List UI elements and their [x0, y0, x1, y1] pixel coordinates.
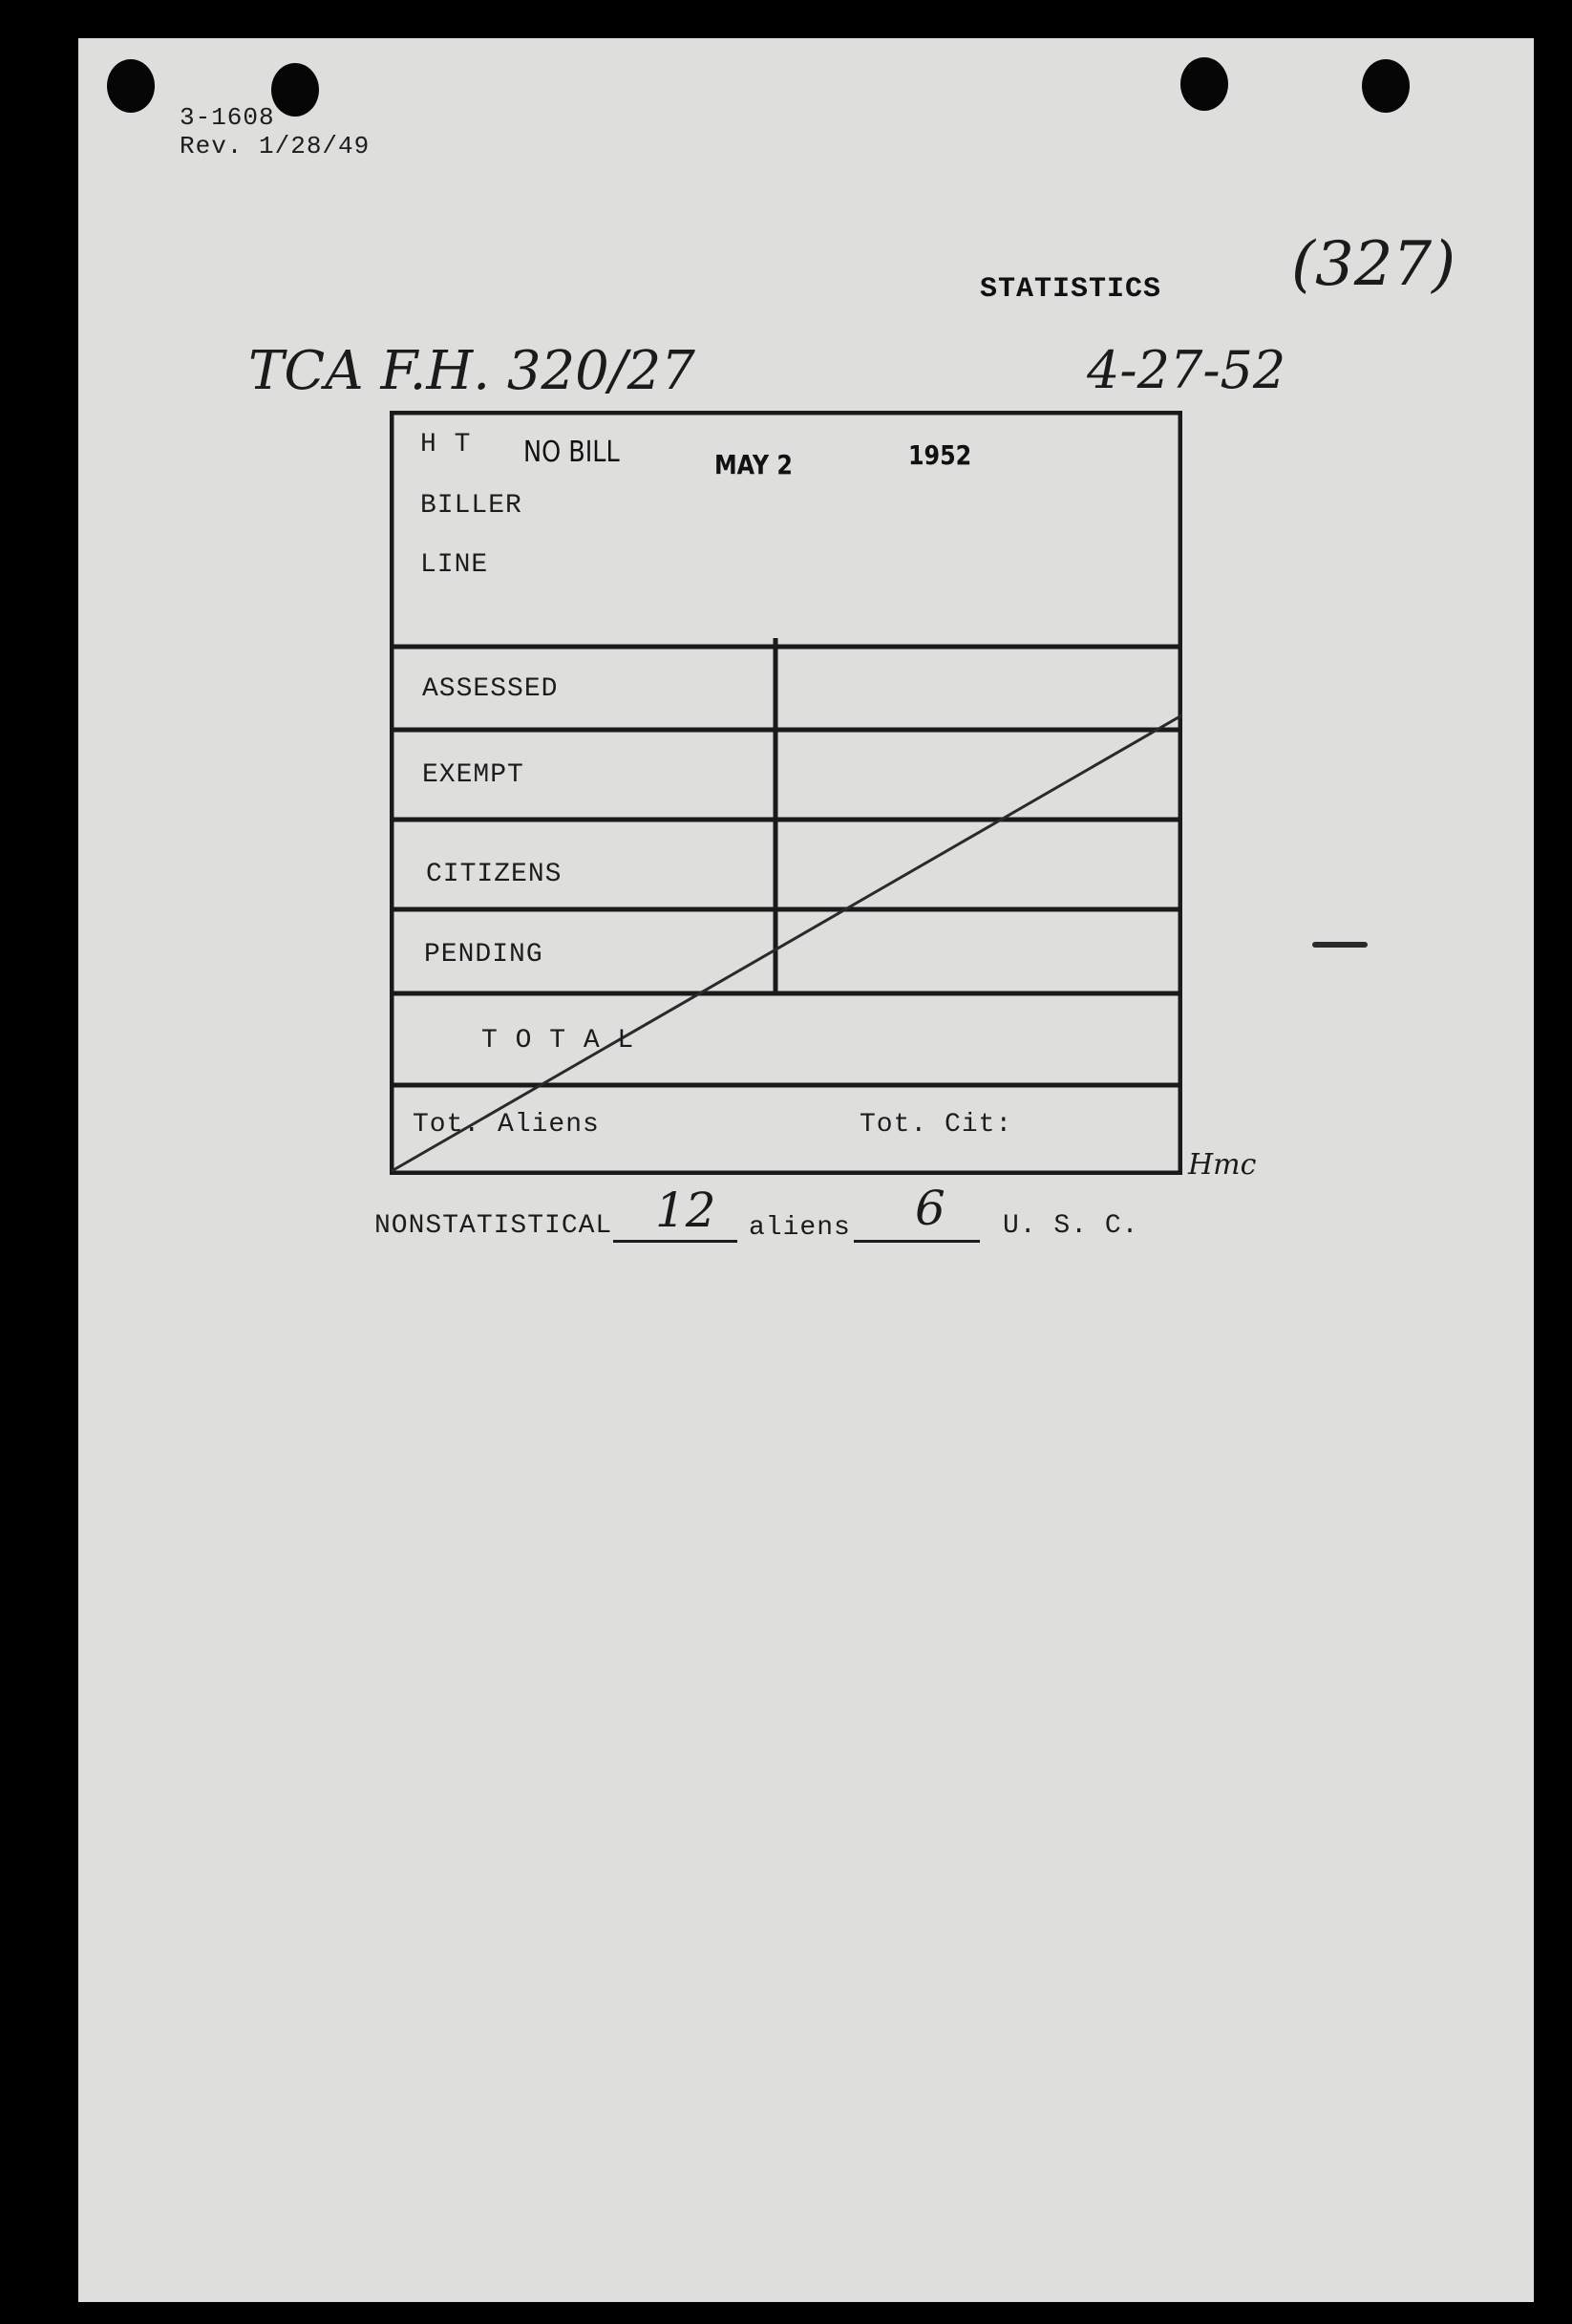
punch-hole: [1180, 57, 1228, 111]
form-grid-lines: [390, 411, 1182, 1175]
ht-label: H T: [420, 430, 472, 459]
citizens-label: CITIZENS: [426, 860, 563, 889]
statistics-stamp: STATISTICS: [980, 273, 1162, 306]
handwritten-page-number: (327): [1291, 229, 1456, 300]
assessed-label: ASSESSED: [422, 674, 559, 704]
punch-hole: [271, 63, 319, 117]
usc-label: U. S. C.: [1003, 1211, 1139, 1241]
punch-hole: [1362, 59, 1410, 113]
exempt-label: EXEMPT: [422, 760, 524, 790]
tot-aliens-label: Tot. Aliens: [413, 1110, 600, 1140]
form-number: 3-1608: [180, 103, 275, 132]
date-stamp-year: 1952: [908, 439, 972, 471]
aliens-count: 12: [655, 1183, 716, 1238]
biller-label: BILLER: [420, 491, 522, 521]
usc-underline: [854, 1240, 980, 1243]
line-label: LINE: [420, 550, 489, 580]
nonstatistical-label: NONSTATISTICAL: [374, 1211, 613, 1241]
handwritten-file-reference: TCA F.H. 320/27: [248, 340, 695, 402]
form-revision: Rev. 1/28/49: [180, 132, 371, 160]
pen-mark: [1312, 942, 1368, 948]
tot-cit-label: Tot. Cit:: [860, 1110, 1013, 1140]
statistics-form: [390, 411, 1182, 1175]
usc-count: 6: [915, 1181, 945, 1236]
handwritten-date: 4-27-52: [1087, 340, 1286, 400]
pending-label: PENDING: [424, 940, 543, 970]
document-page: [78, 38, 1534, 2302]
aliens-label: aliens: [749, 1213, 851, 1243]
handwritten-initials: Hmc: [1188, 1148, 1257, 1182]
punch-hole: [107, 59, 155, 113]
total-label: T O T A L: [481, 1026, 635, 1055]
date-stamp-month: MAY 2: [714, 449, 793, 480]
aliens-underline: [613, 1240, 737, 1243]
no-bill-stamp: NO BILL: [523, 436, 620, 469]
